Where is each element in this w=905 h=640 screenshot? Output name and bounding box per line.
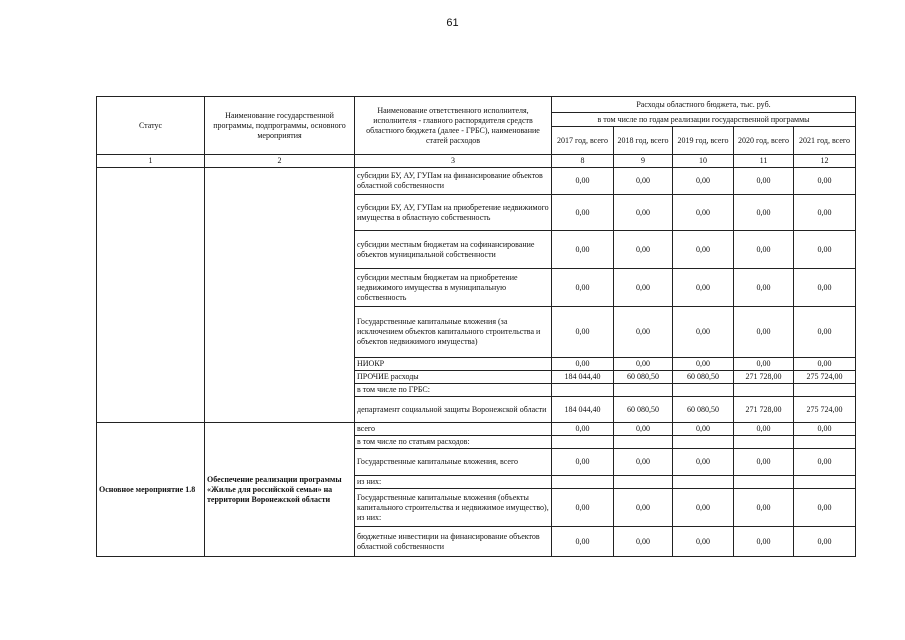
year-value: 0,00 — [734, 307, 794, 358]
expense-item-name: всего — [355, 423, 552, 436]
year-value: 0,00 — [673, 358, 734, 371]
year-value: 0,00 — [552, 423, 614, 436]
year-value — [673, 436, 734, 449]
page-number: 61 — [446, 17, 459, 29]
column-number: 9 — [614, 155, 673, 168]
year-value: 0,00 — [552, 358, 614, 371]
year-value: 0,00 — [794, 527, 856, 557]
year-value: 0,00 — [734, 489, 794, 527]
year-value: 275 724,00 — [794, 371, 856, 384]
year-value: 0,00 — [794, 195, 856, 231]
year-value — [734, 384, 794, 397]
expense-item-name: в том числе по ГРБС: — [355, 384, 552, 397]
year-value: 0,00 — [673, 269, 734, 307]
year-value: 271 728,00 — [734, 397, 794, 423]
year-value: 0,00 — [794, 489, 856, 527]
year-value: 0,00 — [673, 195, 734, 231]
year-value: 0,00 — [734, 449, 794, 476]
header-year: 2021 год, всего — [794, 127, 856, 155]
year-value: 0,00 — [552, 195, 614, 231]
year-value: 184 044,40 — [552, 371, 614, 384]
year-value: 0,00 — [552, 307, 614, 358]
year-value: 60 080,50 — [673, 371, 734, 384]
year-value: 0,00 — [734, 423, 794, 436]
year-value — [614, 384, 673, 397]
year-value: 60 080,50 — [614, 397, 673, 423]
column-number: 8 — [552, 155, 614, 168]
year-value: 0,00 — [673, 489, 734, 527]
header-by-years: в том числе по годам реализации государственной программы — [552, 113, 856, 127]
year-value: 0,00 — [614, 423, 673, 436]
expense-item-name: субсидии местным бюджетам на софинансирование объектов муниципальной собственности — [355, 231, 552, 269]
column-number: 3 — [355, 155, 552, 168]
header-program-name: Наименование государственной программы, подпрограммы, основного мероприятия — [205, 97, 355, 155]
budget-table — [96, 96, 856, 557]
status-cell-empty — [97, 168, 205, 423]
column-number: 2 — [205, 155, 355, 168]
year-value: 0,00 — [673, 307, 734, 358]
table-row — [97, 423, 856, 436]
activity-program-name: Обеспечение реализации программы «Жилье для российской семьи» на территории Воронежской области — [205, 423, 355, 557]
header-executor: Наименование ответственного исполнителя, исполнителя - главного распорядителя средств областного бюджета (далее - ГРБС), наименование статей расходов — [355, 97, 552, 155]
expense-item-name: субсидии БУ, АУ, ГУПам на финансирование объектов областной собственности — [355, 168, 552, 195]
expense-item-name: Государственные капитальные вложения (за исключением объектов капитального строительства и объектов недвижимого имущества) — [355, 307, 552, 358]
expense-item-name: НИОКР — [355, 358, 552, 371]
year-value: 271 728,00 — [734, 371, 794, 384]
expense-item-name: субсидии БУ, АУ, ГУПам на приобретение недвижимого имущества в областную собственность — [355, 195, 552, 231]
year-value: 0,00 — [734, 168, 794, 195]
header-year: 2017 год, всего — [552, 127, 614, 155]
program-cell-empty — [205, 168, 355, 423]
year-value: 60 080,50 — [614, 371, 673, 384]
year-value — [794, 436, 856, 449]
year-value: 0,00 — [552, 449, 614, 476]
expense-item-name: субсидии местным бюджетам на приобретение недвижимого имущества в муниципальную собственность — [355, 269, 552, 307]
year-value: 0,00 — [552, 269, 614, 307]
column-number: 11 — [734, 155, 794, 168]
expense-item-name: департамент социальной защиты Воронежской области — [355, 397, 552, 423]
year-value: 0,00 — [794, 449, 856, 476]
year-value: 0,00 — [794, 423, 856, 436]
year-value — [734, 476, 794, 489]
year-value: 0,00 — [614, 358, 673, 371]
year-value: 0,00 — [734, 358, 794, 371]
column-number: 10 — [673, 155, 734, 168]
expense-item-name: Государственные капитальные вложения, всего — [355, 449, 552, 476]
year-value — [552, 436, 614, 449]
year-value: 0,00 — [673, 527, 734, 557]
year-value: 0,00 — [794, 269, 856, 307]
expense-item-name: бюджетные инвестиции на финансирование объектов областной собственности — [355, 527, 552, 557]
year-value — [794, 476, 856, 489]
expense-item-name: из них: — [355, 476, 552, 489]
year-value: 0,00 — [614, 168, 673, 195]
year-value — [794, 384, 856, 397]
year-value — [673, 476, 734, 489]
year-value — [734, 436, 794, 449]
year-value: 184 044,40 — [552, 397, 614, 423]
expense-item-name: Государственные капитальные вложения (объекты капитального строительства и недвижимое имущество), из них: — [355, 489, 552, 527]
year-value: 0,00 — [614, 307, 673, 358]
header-expenses: Расходы областного бюджета, тыс. руб. — [552, 97, 856, 113]
year-value: 0,00 — [614, 269, 673, 307]
year-value: 0,00 — [673, 168, 734, 195]
year-value: 0,00 — [552, 527, 614, 557]
expense-item-name: ПРОЧИЕ расходы — [355, 371, 552, 384]
header-year: 2020 год, всего — [734, 127, 794, 155]
column-number-row — [97, 155, 856, 168]
year-value: 0,00 — [734, 195, 794, 231]
year-value: 0,00 — [734, 231, 794, 269]
year-value: 0,00 — [614, 231, 673, 269]
header-status: Статус — [97, 97, 205, 155]
year-value: 0,00 — [673, 449, 734, 476]
year-value: 0,00 — [734, 527, 794, 557]
header-year: 2018 год, всего — [614, 127, 673, 155]
year-value — [673, 384, 734, 397]
year-value: 0,00 — [614, 449, 673, 476]
year-value — [614, 436, 673, 449]
column-number: 1 — [97, 155, 205, 168]
year-value: 0,00 — [614, 489, 673, 527]
year-value: 0,00 — [794, 231, 856, 269]
header-year: 2019 год, всего — [673, 127, 734, 155]
year-value — [614, 476, 673, 489]
year-value: 275 724,00 — [794, 397, 856, 423]
year-value — [552, 476, 614, 489]
year-value: 0,00 — [552, 231, 614, 269]
activity-status: Основное мероприятие 1.8 — [97, 423, 205, 557]
expense-item-name: в том числе по статьям расходов: — [355, 436, 552, 449]
year-value: 60 080,50 — [673, 397, 734, 423]
year-value: 0,00 — [673, 231, 734, 269]
year-value: 0,00 — [794, 307, 856, 358]
year-value — [552, 384, 614, 397]
year-value: 0,00 — [552, 489, 614, 527]
column-number: 12 — [794, 155, 856, 168]
year-value: 0,00 — [614, 527, 673, 557]
year-value: 0,00 — [552, 168, 614, 195]
year-value: 0,00 — [794, 358, 856, 371]
year-value: 0,00 — [673, 423, 734, 436]
year-value: 0,00 — [614, 195, 673, 231]
table-row — [97, 168, 856, 195]
year-value: 0,00 — [794, 168, 856, 195]
year-value: 0,00 — [734, 269, 794, 307]
